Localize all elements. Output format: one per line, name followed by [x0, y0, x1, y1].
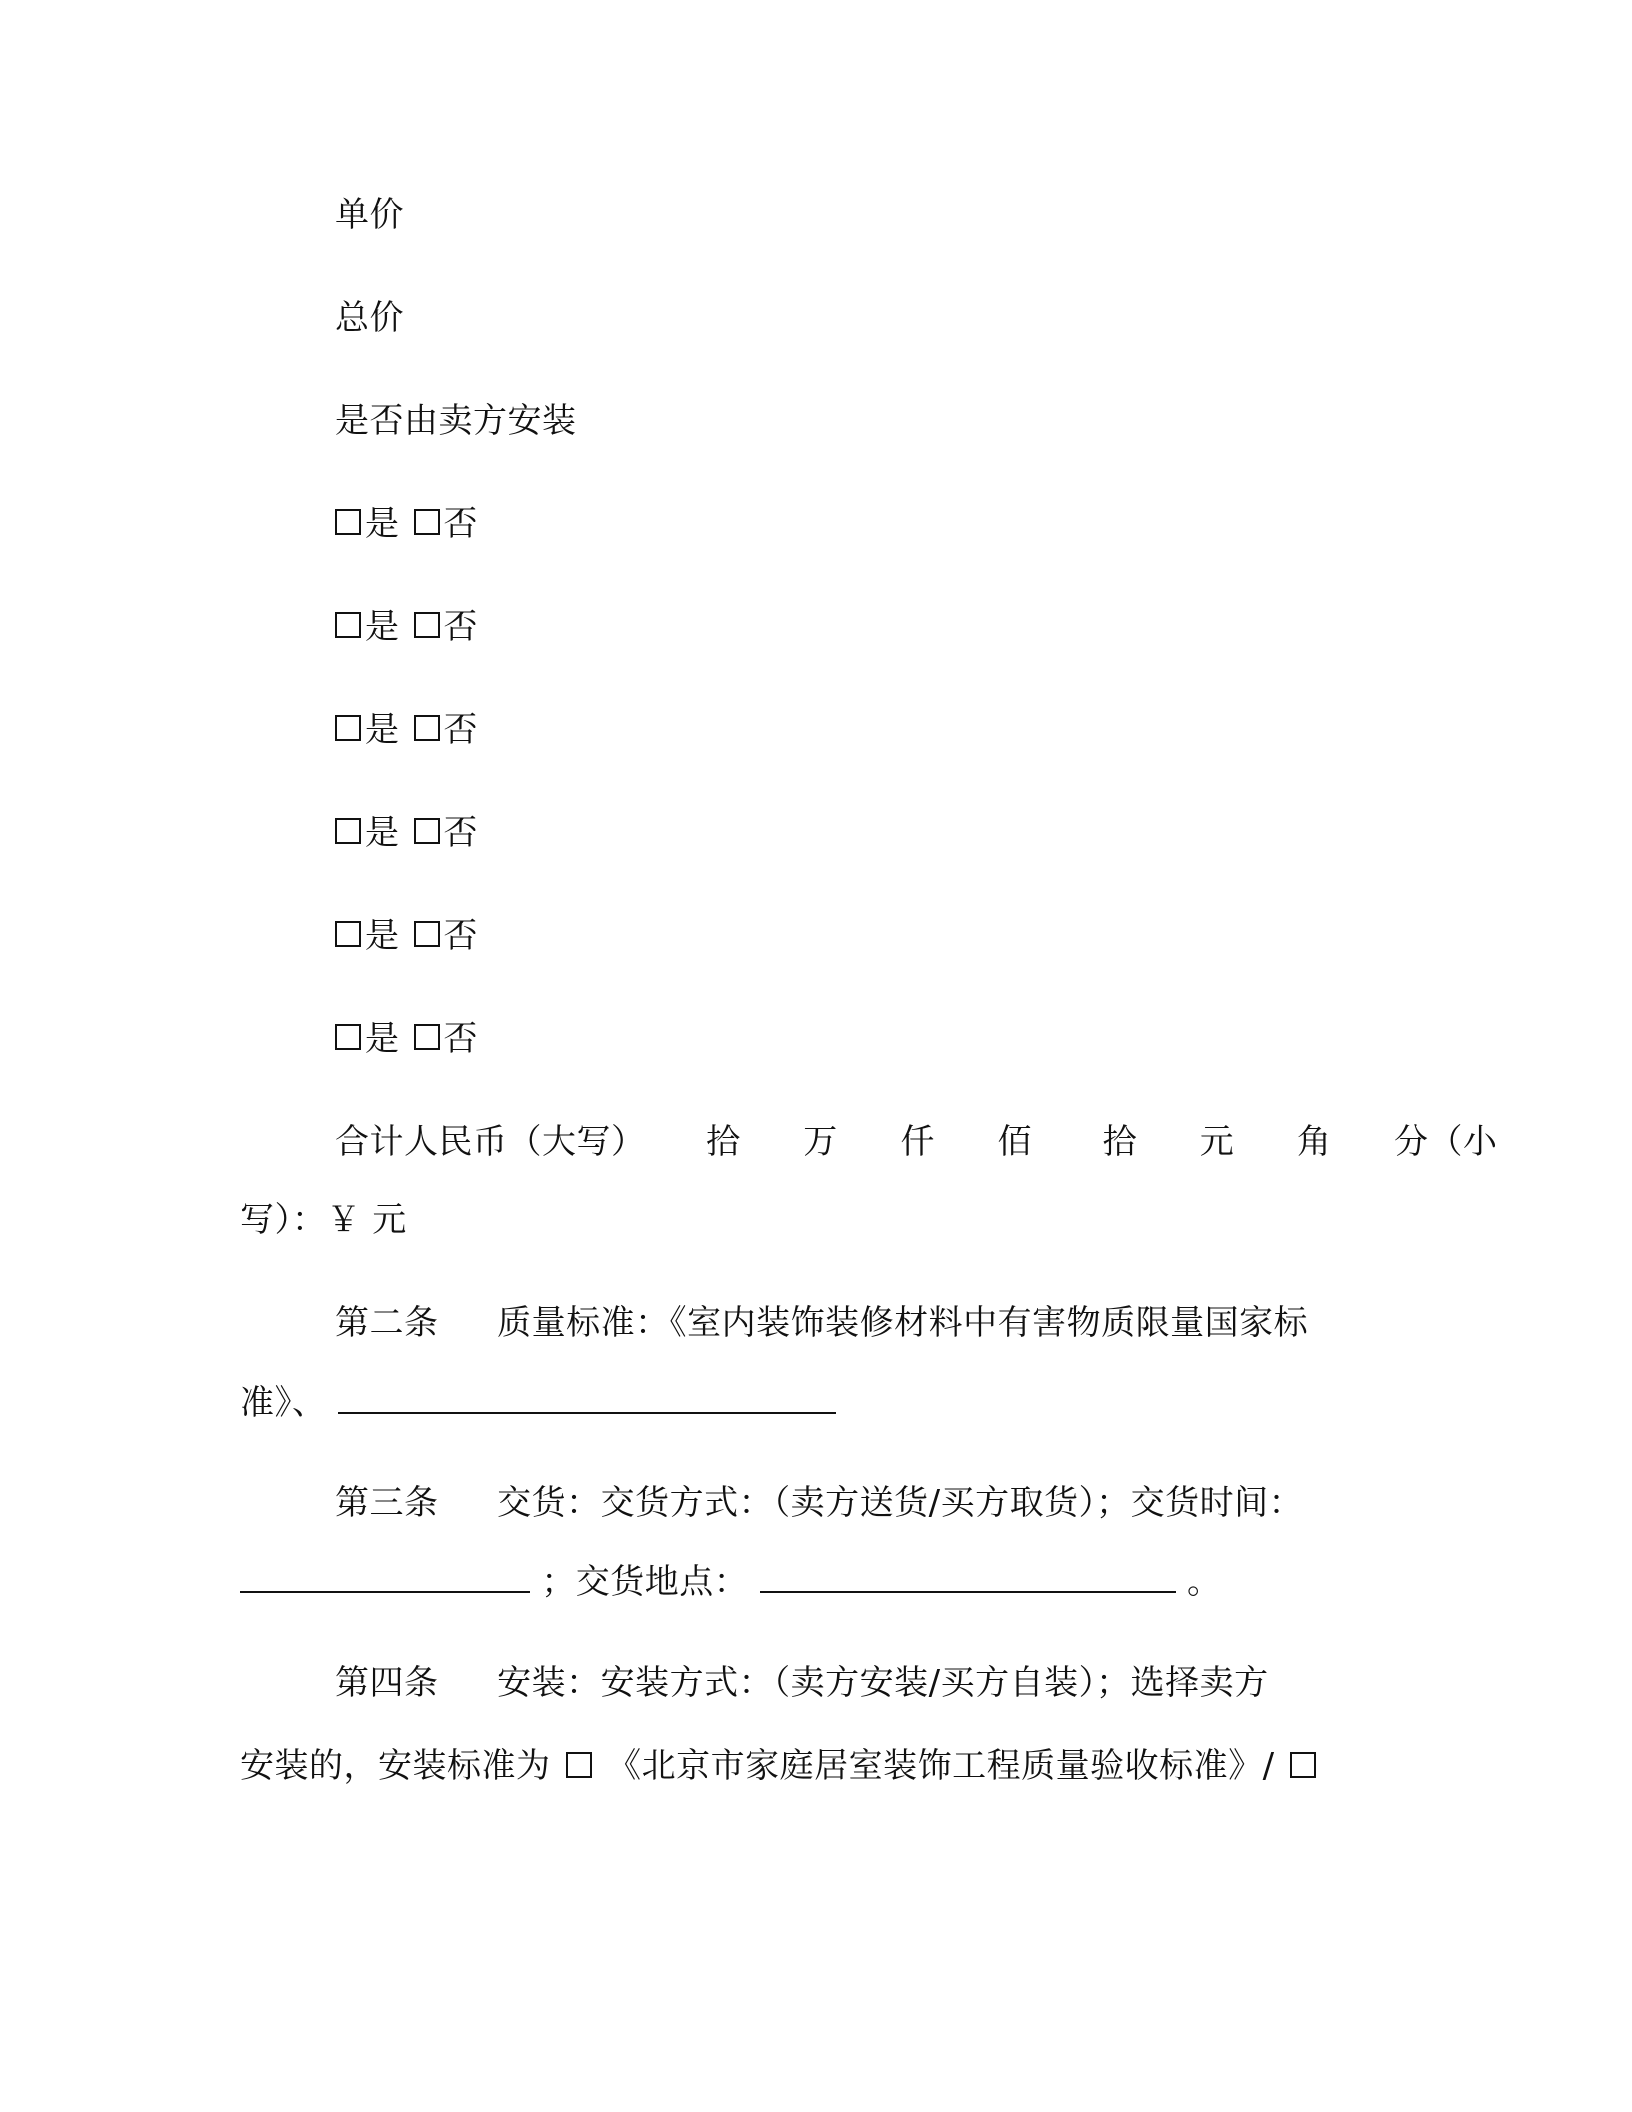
install-choice-row: [335, 502, 478, 546]
yes-label: 是: [365, 607, 400, 647]
other-standard-checkbox[interactable]: [1290, 1752, 1316, 1778]
install-choice-row: [335, 708, 478, 752]
no-checkbox[interactable]: [414, 921, 440, 947]
article-2-line-2: [240, 1378, 836, 1425]
beijing-standard-checkbox[interactable]: [566, 1752, 592, 1778]
total-amount-line-2: 写）：￥ 元: [240, 1200, 407, 1240]
delivery-location-blank[interactable]: [760, 1557, 1176, 1593]
article-3-heading: 第三条: [335, 1483, 439, 1523]
no-checkbox[interactable]: [414, 818, 440, 844]
yes-label: 是: [365, 813, 400, 853]
install-choice-row: [335, 811, 478, 855]
no-checkbox[interactable]: [414, 1024, 440, 1050]
article-4-heading: 第四条: [335, 1663, 439, 1703]
yes-label: 是: [365, 504, 400, 544]
no-checkbox[interactable]: [414, 509, 440, 535]
no-label: 否: [443, 1019, 478, 1059]
article-4-text: 安装：安装方式：（卖方安装/买方自装）；选择卖方: [497, 1663, 1269, 1703]
article-3-text: 交货：交货方式：（卖方送货/买方取货）；交货时间：: [497, 1483, 1304, 1523]
unit-qian: 仟: [900, 1122, 935, 1162]
article-4-line-2: [240, 1744, 1320, 1788]
article-4-line-1: [335, 1661, 1269, 1705]
seller-install-question: 是否由卖方安装: [335, 401, 577, 441]
article-4-text-2a: 安装的，安装标准为: [240, 1746, 551, 1786]
total-amount-line: [335, 1120, 1498, 1164]
yes-checkbox[interactable]: [335, 818, 361, 844]
yes-label: 是: [365, 916, 400, 956]
no-label: 否: [443, 504, 478, 544]
yes-checkbox[interactable]: [335, 1024, 361, 1050]
total-price-label: 总价: [335, 298, 404, 338]
yes-checkbox[interactable]: [335, 921, 361, 947]
total-prefix: 合计人民币（大写）: [335, 1122, 646, 1162]
yes-label: 是: [365, 1019, 400, 1059]
unit-shi: 拾: [706, 1122, 741, 1162]
unit-yuan: 元: [1199, 1122, 1235, 1162]
unit-bai: 佰: [997, 1122, 1032, 1162]
no-label: 否: [443, 710, 478, 750]
quality-standard-blank[interactable]: [338, 1378, 836, 1414]
no-label: 否: [443, 916, 478, 956]
unit-fen: 分（小: [1394, 1122, 1498, 1162]
yes-checkbox[interactable]: [335, 715, 361, 741]
no-checkbox[interactable]: [414, 715, 440, 741]
yes-label: 是: [365, 710, 400, 750]
yes-checkbox[interactable]: [335, 509, 361, 535]
article-2-text-2: 准》、: [240, 1383, 327, 1423]
no-checkbox[interactable]: [414, 612, 440, 638]
article-3-line-1: [335, 1481, 1303, 1525]
unit-shi-2: 拾: [1102, 1122, 1138, 1162]
yes-checkbox[interactable]: [335, 612, 361, 638]
no-label: 否: [443, 813, 478, 853]
article-2-heading: 第二条: [335, 1303, 439, 1343]
install-choice-row: [335, 605, 478, 649]
install-choice-row: [335, 1017, 478, 1061]
delivery-time-blank[interactable]: [240, 1557, 530, 1593]
article-2-line-1: [335, 1301, 1308, 1345]
unit-price-label: 单价: [335, 195, 404, 235]
unit-wan: 万: [803, 1122, 838, 1162]
article-4-text-2b: 《北京市家庭居室装饰工程质量验收标准》/: [607, 1746, 1275, 1786]
article-2-text: 质量标准：《室内装饰装修材料中有害物质限量国家标: [497, 1303, 1309, 1343]
article-3-sep: ；交货地点：: [541, 1562, 749, 1602]
no-label: 否: [443, 607, 478, 647]
install-choice-row: [335, 914, 478, 958]
article-3-line-2: [240, 1557, 1221, 1604]
unit-jiao: 角: [1296, 1122, 1332, 1162]
article-3-end: 。: [1186, 1562, 1222, 1602]
